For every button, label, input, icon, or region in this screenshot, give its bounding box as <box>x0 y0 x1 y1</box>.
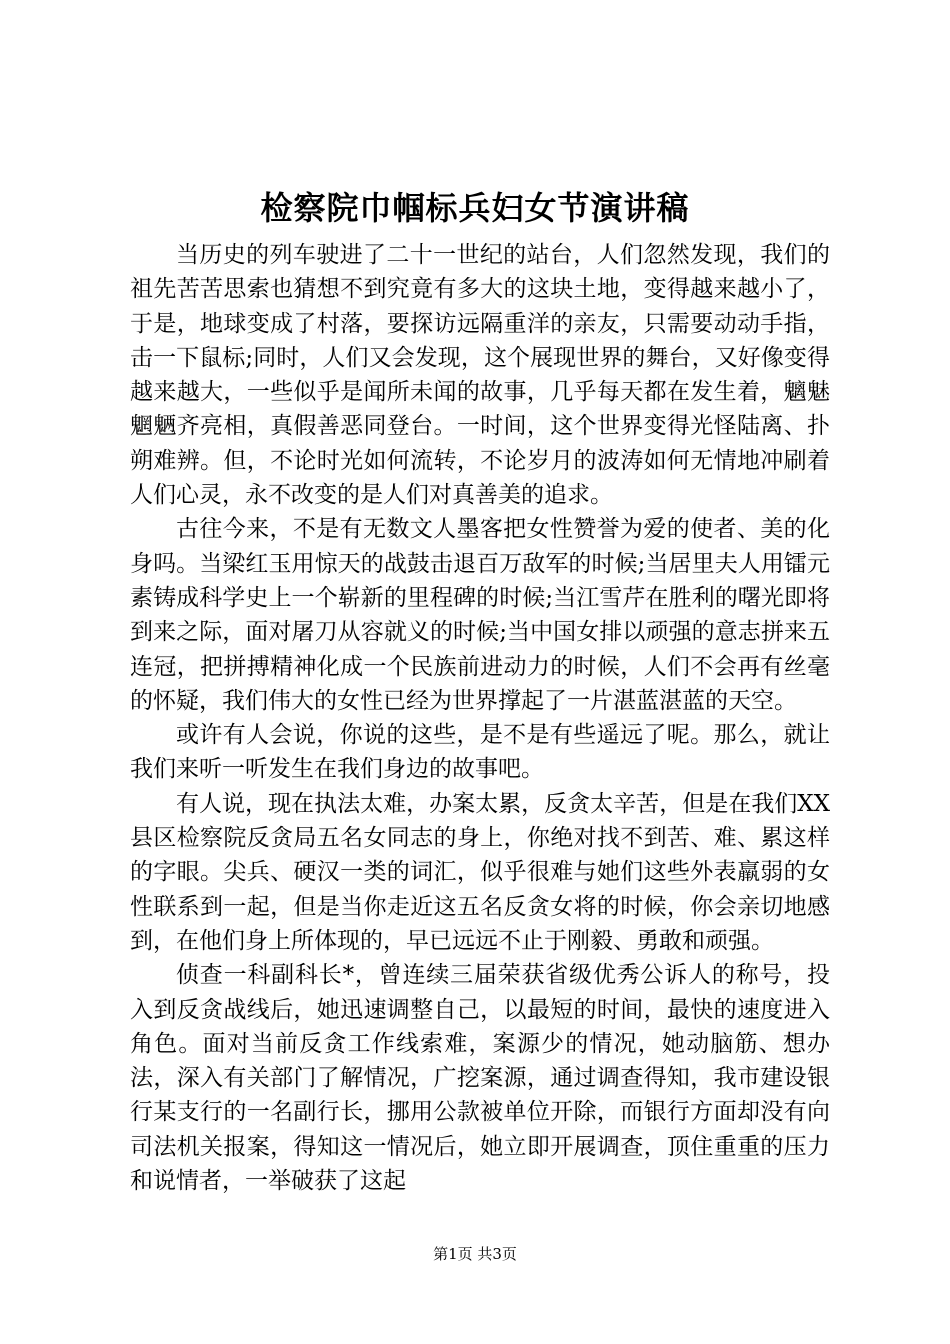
document-body <box>130 238 830 1198</box>
paragraph: 当历史的列车驶进了二十一世纪的站台，人们忽然发现，我们的祖先苦苦思索也猜想不到究竟有多大的这块土地，变得越来越小了，于是，地球变成了村落，要探访远隔重洋的亲友，只需要动动手指，击一下鼠标;同时，人们又会发现，这个展现世界的舞台，又好像变得越来越大，一些似乎是闻所未闻的故事，几乎每天都在发生着，魑魅魍魉齐亮相，真假善恶同登台。一时间，这个世界变得光怪陆离、扑朔难辨。但，不论时光如何流转，不论岁月的波涛如何无情地冲刷着人们心灵，永不改变的是人们对真善美的追求。 <box>130 242 830 509</box>
paragraph: 有人说，现在执法太难，办案太累，反贪太辛苦，但是在我们XX县区检察院反贪局五名女同志的身上，你绝对找不到苦、难、累这样的字眼。尖兵、硬汉一类的词汇，似乎很难与她们这些外表羸弱的女性联系到一起，但是当你走近这五名反贪女将的时候，你会亲切地感到，在他们身上所体现的，早已远远不止于刚毅、勇敢和顽强。 <box>130 790 830 954</box>
paragraph: 古往今来，不是有无数文人墨客把女性赞誉为爱的使者、美的化身吗。当梁红玉用惊天的战鼓击退百万敌军的时候;当居里夫人用镭元素铸成科学史上一个崭新的里程碑的时候;当江雪芹在胜利的曙光即将到来之际，面对屠刀从容就义的时候;当中国女排以顽强的意志拼来五连冠，把拼搏精神化成一个民族前进动力的时候，人们不会再有丝毫的怀疑，我们伟大的女性已经为世界撑起了一片湛蓝湛蓝的天空。 <box>130 516 830 714</box>
page-number-footer: 第1页 共3页 <box>433 1245 517 1263</box>
paragraph: 或许有人会说，你说的这些，是不是有些遥远了呢。那么，就让我们来听一听发生在我们身边的故事吧。 <box>130 722 830 783</box>
document-title: 检察院巾帼标兵妇女节演讲稿 <box>260 189 690 227</box>
paragraph: 侦查一科副科长*，曾连续三届荣获省级优秀公诉人的称号，投入到反贪战线后，她迅速调整自己，以最短的时间，最快的速度进入角色。面对当前反贪工作线索难，案源少的情况，她动脑筋、想办法，深入有关部门了解情况，广挖案源，通过调查得知，我市建设银行某支行的一名副行长，挪用公款被单位开除，而银行方面却没有向司法机关报案，得知这一情况后，她立即开展调查，顶住重重的压力和说情者，一举破获了这起 <box>130 962 830 1195</box>
